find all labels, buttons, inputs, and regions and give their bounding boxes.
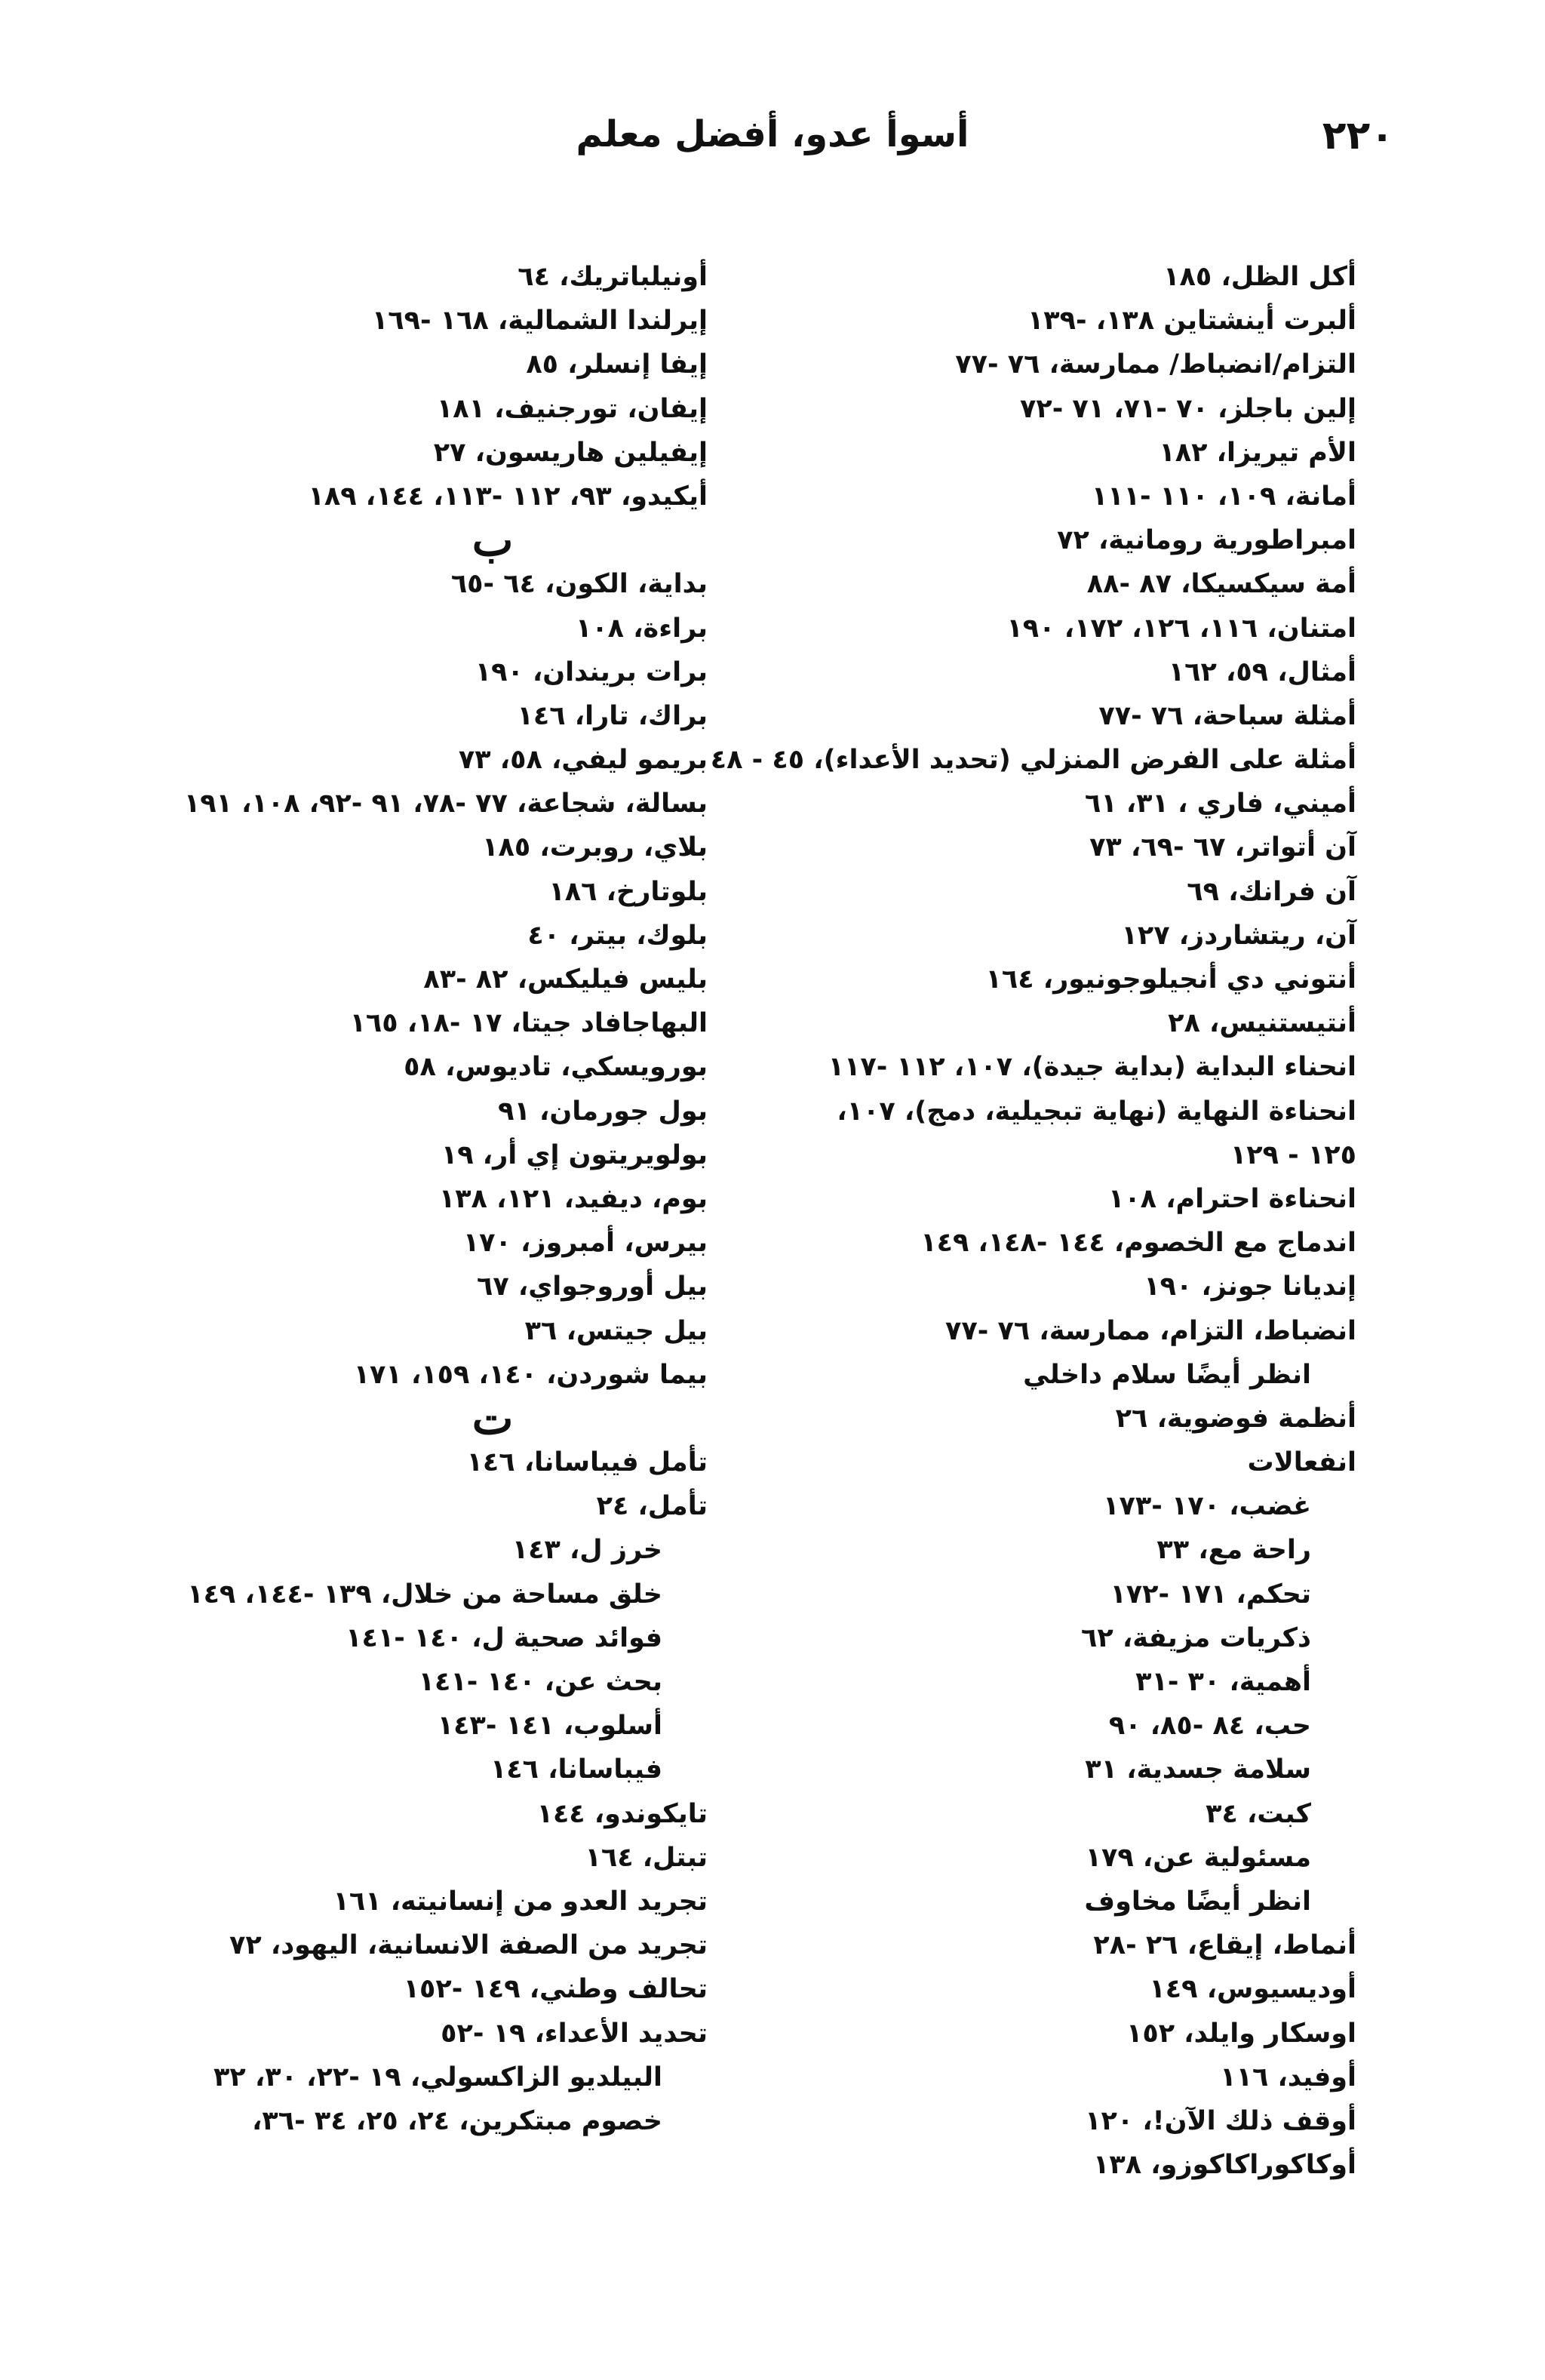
- index-entry: بيرس، أمبروز، ١٧٠: [462, 1228, 708, 1259]
- index-subentry: خلق مساحة من خلال، ١٣٩ -١٤٤، ١٤٩: [187, 1579, 662, 1610]
- index-entry: انحناءة احترام، ١٠٨: [1107, 1183, 1356, 1214]
- index-subentry: خصوم مبتكرين، ٢٤، ٢٥، ٣٤ -٣٦،: [252, 2105, 662, 2136]
- index-entry: إيفا إنسلر، ٨٥: [526, 349, 708, 380]
- index-entry: أمثال، ٥٩، ١٦٢: [1168, 656, 1356, 687]
- index-entry: إلين باجلز، ٧٠ -٧١، ٧١ -٧٢: [1019, 393, 1356, 424]
- index-entry: انحناءة النهاية (نهاية تبجيلية، دمج)، ١٠٧، ١٢٥ - ١٢٩: [837, 1096, 1356, 1170]
- index-subentry: تحكم، ١٧١ -١٧٢: [1110, 1579, 1311, 1610]
- index-entry: أنظمة فوضوية، ٢٦: [1115, 1403, 1356, 1434]
- index-letter-heading: ت: [471, 1392, 514, 1444]
- index-entry: بلوتارخ، ١٨٦: [548, 876, 708, 907]
- index-entry: أيكيدو، ٩٣، ١١٢ -١١٣، ١٤٤، ١٨٩: [308, 481, 708, 512]
- index-entry: بلاي، روبرت، ١٨٥: [482, 832, 708, 863]
- index-column-left: [157, 255, 708, 2143]
- index-entry: تجريد العدو من إنسانيته، ١٦١: [333, 1886, 708, 1917]
- index-entry: تأمل فيباسانا، ١٤٦: [466, 1447, 708, 1478]
- index-entry: إيفيلين هاريسون، ٢٧: [433, 437, 708, 468]
- index-subentry: كبت، ٣٤: [1206, 1798, 1311, 1829]
- index-subentry: أسلوب، ١٤١ -١٤٣: [437, 1711, 662, 1742]
- index-entry: أنتوني دي أنجيلوجونيور، ١٦٤: [985, 964, 1356, 995]
- index-entry: ألبرت أينشتاين ١٣٨، -١٣٩: [1027, 306, 1356, 337]
- index-entry: تايكوندو، ١٤٤: [536, 1798, 708, 1829]
- index-subentry: بحث عن، ١٤٠ -١٤١: [418, 1667, 662, 1697]
- index-subentry: انظر أيضًا سلام داخلي: [1023, 1359, 1311, 1390]
- index-entry: أوكاكوراكاكوزو، ١٣٨: [1093, 2150, 1356, 2181]
- index-entry: أوديسيوس، ١٤٩: [1149, 1974, 1356, 2005]
- index-entry: انضباط، التزام، ممارسة، ٧٦ -٧٧: [945, 1315, 1356, 1346]
- index-entry: امتنان، ١١٦، ١٢٦، ١٧٢، ١٩٠: [1006, 613, 1356, 644]
- index-entry: تبتل، ١٦٤: [585, 1842, 708, 1873]
- index-entry: التزام/انضباط/ ممارسة، ٧٦ -٧٧: [955, 349, 1356, 380]
- index-entry: اوسكار وايلد، ١٥٢: [1126, 2018, 1356, 2049]
- index-entry: آن فرانك، ٦٩: [1187, 876, 1356, 907]
- index-entry: بولويريتون إي أر، ١٩: [441, 1139, 708, 1170]
- index-subentry: ذكريات مزيفة، ٦٢: [1081, 1622, 1311, 1653]
- index-subentry: فوائد صحية ل، ١٤٠ -١٤١: [346, 1622, 662, 1653]
- index-entry: أكل الظل، ١٨٥: [1163, 262, 1356, 292]
- index-subentry: خرز ل، ١٤٣: [511, 1535, 662, 1566]
- index-entry: بريمو ليفي، ٥٨، ٧٣: [458, 745, 708, 776]
- index-entry: بيما شوردن، ١٤٠، ١٥٩، ١٧١: [353, 1359, 708, 1390]
- index-entry: أمثلة على الفرض المنزلي (تحديد الأعداء)، ٤٥ - ٤٨: [710, 745, 1356, 776]
- index-entry: براك، تارا، ١٤٦: [517, 700, 708, 731]
- index-entry: انفعالات: [1247, 1447, 1356, 1478]
- index-entry: أوقف ذلك الآن!، ١٢٠: [1085, 2105, 1356, 2136]
- index-entry: تجريد من الصفة الانسانية، اليهود، ٧٢: [229, 1930, 708, 1961]
- index-letter-heading: ب: [471, 515, 514, 567]
- index-entry: بورويسكي، تاديوس، ٥٨: [404, 1052, 708, 1083]
- index-entry: بوم، ديفيد، ١٢١، ١٣٨: [438, 1183, 708, 1214]
- index-subentry: راحة مع، ٣٣: [1156, 1535, 1311, 1566]
- index-entry: إنديانا جونز، ١٩٠: [1144, 1271, 1356, 1302]
- index-entry: إيرلندا الشمالية، ١٦٨ -١٦٩: [371, 306, 708, 337]
- index-subentry: البيلديو الزاكسولي، ١٩ -٢٢، ٣٠، ٣٢: [213, 2062, 662, 2092]
- index-entry: اندماج مع الخصوم، ١٤٤ -١٤٨، ١٤٩: [920, 1228, 1356, 1259]
- index-entry: امبراطورية رومانية، ٧٢: [1057, 525, 1356, 556]
- index-entry: تحديد الأعداء، ١٩ -٥٢: [441, 2018, 708, 2049]
- index-entry: أمانة، ١٠٩، ١١٠ -١١١: [1091, 481, 1356, 512]
- index-entry: إيفان، تورجنيف، ١٨١: [436, 393, 708, 424]
- index-entry: بيل أوروجواي، ٦٧: [477, 1271, 708, 1302]
- index-column-right: [710, 255, 1356, 2187]
- index-entry: بسالة، شجاعة، ٧٧ -٧٨، ٩١ -٩٢، ١٠٨، ١٩١: [183, 789, 708, 819]
- index-subentry: سلامة جسدية، ٣١: [1085, 1754, 1311, 1785]
- index-entry: بداية، الكون، ٦٤ -٦٥: [450, 569, 708, 600]
- index-entry: بلوك، بيتر، ٤٠: [527, 920, 708, 951]
- index-subentry: انظر أيضًا مخاوف: [1084, 1886, 1311, 1917]
- index-entry: آن أتواتر، ٦٧ -٦٩، ٧٣: [1089, 832, 1356, 863]
- index-entry: الأم تيريزا، ١٨٢: [1159, 437, 1356, 468]
- index-entry: البهاجافاد جيتا، ١٧ -١٨، ١٦٥: [349, 1008, 708, 1039]
- index-entry: آن، ريتشاردز، ١٢٧: [1121, 920, 1356, 951]
- index-entry: أمثلة سباحة، ٧٦ -٧٧: [1098, 700, 1356, 731]
- page-number: ٢٢٠: [1322, 113, 1394, 158]
- index-entry: أنماط، إيقاع، ٢٦ -٢٨: [1093, 1930, 1356, 1961]
- index-entry: بليس فيليكس، ٨٢ -٨٣: [423, 964, 708, 995]
- index-subentry: فيباسانا، ١٤٦: [490, 1754, 662, 1785]
- index-subentry: حب، ٨٤ -٨٥، ٩٠: [1108, 1711, 1311, 1742]
- index-entry: أونيلباتريك، ٦٤: [518, 262, 708, 292]
- index-subentry: غضب، ١٧٠ -١٧٣: [1103, 1491, 1311, 1522]
- index-entry: أنتيستنيس، ٢٨: [1168, 1008, 1356, 1039]
- index-entry: أميني، فاري ، ٣١، ٦١: [1084, 789, 1356, 819]
- index-entry: بيل جيتس، ٣٦: [524, 1315, 708, 1346]
- index-entry: تحالف وطني، ١٤٩ -١٥٢: [403, 1974, 708, 2005]
- index-subentry: مسئولية عن، ١٧٩: [1085, 1842, 1311, 1873]
- running-title: أسوأ عدو، أفضل معلم: [576, 113, 969, 155]
- index-entry: برات بريندان، ١٩٠: [475, 656, 708, 687]
- index-subentry: أهمية، ٣٠ -٣١: [1135, 1667, 1311, 1698]
- index-entry: انحناء البداية (بداية جيدة)، ١٠٧، ١١٢ -١١٧: [828, 1052, 1356, 1083]
- page-header: [151, 113, 1394, 174]
- index-entry: براءة، ١٠٨: [575, 613, 708, 644]
- index-entry: بول جورمان، ٩١: [498, 1096, 708, 1127]
- index-entry: تأمل، ٢٤: [596, 1491, 708, 1522]
- index-entry: أمة سيكسيكا، ٨٧ -٨٨: [1086, 569, 1356, 600]
- index-entry: أوفيد، ١١٦: [1220, 2062, 1356, 2092]
